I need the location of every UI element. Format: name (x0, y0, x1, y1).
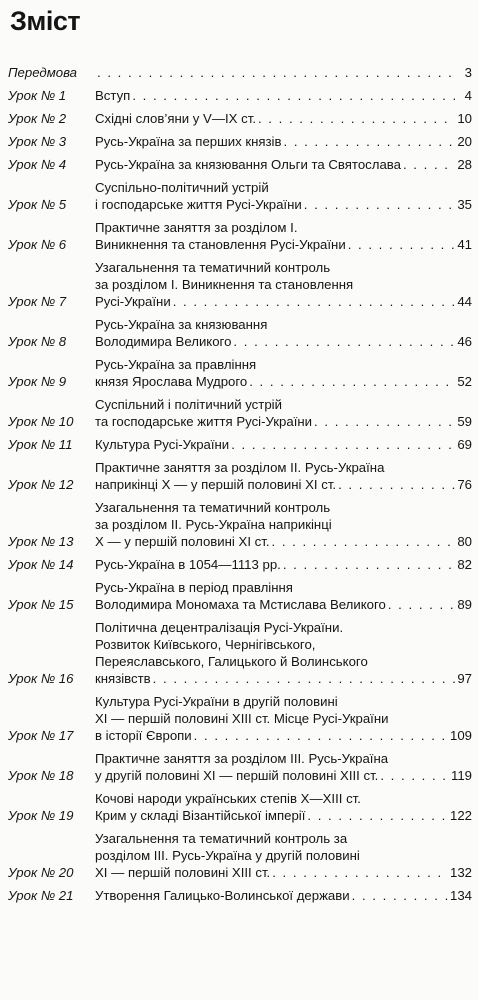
lesson-title-line: князя Ярослава Мудрого (95, 374, 248, 389)
page-number: 69 (457, 437, 472, 452)
toc-entry[interactable] (8, 396, 478, 430)
dot-leader (352, 887, 448, 904)
lesson-title (95, 259, 478, 310)
lesson-number: Урок № 7 (8, 294, 67, 309)
lesson-number: Урок № 18 (8, 768, 74, 783)
lesson-title (95, 356, 478, 390)
lesson-title-line: Суспільно-політичний устрій (95, 180, 269, 195)
dot-leader (283, 556, 455, 573)
page-number: 4 (464, 88, 472, 103)
lesson-title-line: Русь-Україна за перших князів (95, 134, 282, 149)
lesson-title-line: в історії Європи (95, 728, 192, 743)
page-number: 134 (449, 888, 472, 903)
page-number: 119 (450, 768, 472, 783)
dot-leader (307, 807, 448, 824)
toc-entry[interactable] (8, 693, 478, 744)
toc-entry[interactable] (8, 499, 478, 550)
lesson-title-line: Володимира Мономаха та Мстислава Великого (95, 597, 386, 612)
dot-leader (194, 727, 448, 744)
dot-leader (233, 333, 455, 350)
lesson-title-line: Культура Русі-України в другій половині (95, 694, 338, 709)
lesson-number: Урок № 15 (8, 597, 74, 612)
lesson-title-line: Переяславського, Галицького й Волинського (95, 654, 368, 669)
lesson-title-line: Культура Русі-України (95, 437, 230, 452)
page-number: 3 (464, 65, 472, 80)
lesson-title-line: Русь-Україна в 1054—1113 рр. (95, 557, 281, 572)
lesson-title-line: Практичне заняття за розділом І. (95, 220, 298, 235)
lesson-title-line: Русь-Україна за князювання Ольги та Святослава (95, 157, 401, 172)
lesson-title (95, 156, 478, 173)
dot-leader (258, 110, 455, 127)
toc-entry[interactable] (8, 830, 478, 881)
lesson-title-line: Східні слов’яни у V—IX ст. (95, 111, 256, 126)
page-number: 59 (457, 414, 472, 429)
lesson-title-line: Узагальнення та тематичний контроль за (95, 831, 348, 846)
lesson-title (95, 316, 478, 350)
lesson-title (95, 619, 478, 687)
toc-entry[interactable] (8, 87, 478, 104)
lesson-number: Урок № 3 (8, 134, 67, 149)
lesson-title-line: Кочові народи українських степів Х—ХІІІ ст. (95, 791, 361, 806)
lesson-title-line: розділом ІІІ. Русь-Україна у другій половині (95, 848, 360, 863)
toc-entry[interactable] (8, 133, 478, 150)
dot-leader (314, 413, 455, 430)
lesson-title (95, 750, 478, 784)
lesson-number: Урок № 12 (8, 477, 74, 492)
toc-entry[interactable] (8, 259, 478, 310)
dot-leader (304, 196, 456, 213)
toc-entry[interactable] (8, 619, 478, 687)
lesson-title-line: Політична децентралізація Русі-України. (95, 620, 344, 635)
lesson-number: Урок № 16 (8, 671, 74, 686)
lesson-title-line: Х — у першій половині ХІ ст. (95, 534, 270, 549)
lesson-title-line: Виникнення та становлення Русі-України (95, 237, 346, 252)
dot-leader (338, 476, 455, 493)
lesson-title (95, 179, 478, 213)
toc-entry[interactable] (8, 579, 478, 613)
page-number: 76 (457, 477, 472, 492)
lesson-number: Урок № 21 (8, 888, 74, 903)
page-number: 132 (449, 865, 472, 880)
lesson-number: Передмова (8, 65, 78, 80)
page-number: 52 (457, 374, 472, 389)
lesson-number: Урок № 19 (8, 808, 74, 823)
dot-leader (231, 436, 455, 453)
lesson-title (95, 499, 478, 550)
dot-leader (272, 533, 456, 550)
page-number: 97 (457, 671, 472, 686)
lesson-number: Урок № 4 (8, 157, 67, 172)
toc-entry[interactable] (8, 750, 478, 784)
lesson-title-line: князівств (95, 671, 151, 686)
lesson-title-line: Русь-Україна за князювання (95, 317, 268, 332)
dot-leader (380, 767, 449, 784)
toc-entry[interactable] (8, 887, 478, 904)
page-number: 46 (457, 334, 472, 349)
lesson-title-line: Русь-Україна в період правління (95, 580, 293, 595)
lesson-title (95, 693, 478, 744)
toc-entry[interactable] (8, 556, 478, 573)
dot-leader (173, 293, 456, 310)
lesson-number: Урок № 10 (8, 414, 74, 429)
lesson-title (95, 396, 478, 430)
dot-leader (97, 64, 456, 81)
lesson-title (95, 64, 478, 81)
lesson-title-line: Розвиток Київського, Чернігівського, (95, 637, 316, 652)
toc-entry[interactable] (8, 64, 478, 81)
lesson-number: Урок № 9 (8, 374, 67, 389)
lesson-title (95, 830, 478, 881)
lesson-title (95, 133, 478, 150)
lesson-title-line: ХІ — першій половині ХІІІ ст. Місце Русі-України (95, 711, 389, 726)
toc-entry[interactable] (8, 179, 478, 213)
toc-entry[interactable] (8, 356, 478, 390)
lesson-title (95, 110, 478, 127)
toc-entry[interactable] (8, 790, 478, 824)
page-number: 41 (457, 237, 472, 252)
page-title: Зміст (10, 6, 81, 36)
lesson-title-line: та господарське життя Русі-України (95, 414, 313, 429)
lesson-number: Урок № 17 (8, 728, 74, 743)
dot-leader (153, 670, 456, 687)
page-number: 20 (457, 134, 472, 149)
dot-leader (284, 133, 456, 150)
lesson-title-line: Суспільний і політичний устрій (95, 397, 282, 412)
dot-leader (403, 156, 455, 173)
lesson-title (95, 887, 478, 904)
lesson-title-line: Вступ (95, 88, 131, 103)
lesson-title-line: Володимира Великого (95, 334, 232, 349)
dot-leader (132, 87, 456, 104)
dot-leader (388, 596, 455, 613)
lesson-title-line: Узагальнення та тематичний контроль (95, 260, 331, 275)
page-number: 10 (457, 111, 472, 126)
page-number: 109 (449, 728, 472, 743)
toc-entry[interactable] (8, 436, 478, 453)
lesson-title-line: у другій половині ХІ — першій половині ХІІІ ст. (95, 768, 379, 783)
toc-entry[interactable] (8, 110, 478, 127)
toc-entry[interactable] (8, 156, 478, 173)
lesson-number: Урок № 14 (8, 557, 74, 572)
page-number: 122 (449, 808, 472, 823)
lesson-number: Урок № 5 (8, 197, 67, 212)
lesson-number: Урок № 1 (8, 88, 67, 103)
dot-leader (348, 236, 456, 253)
lesson-title (95, 556, 478, 573)
lesson-number: Урок № 2 (8, 111, 67, 126)
lesson-title-line: Утворення Галицько-Волинської держави (95, 888, 350, 903)
lesson-title-line: Русі-України (95, 294, 171, 309)
lesson-number: Урок № 13 (8, 534, 74, 549)
page-number: 82 (457, 557, 472, 572)
toc-entry[interactable] (8, 459, 478, 493)
lesson-title-line: Практичне заняття за розділом ІІ. Русь-Україна (95, 460, 385, 475)
dot-leader (249, 373, 455, 390)
page-number: 89 (457, 597, 472, 612)
lesson-title (95, 87, 478, 104)
lesson-title-line: Практичне заняття за розділом ІІІ. Русь-Україна (95, 751, 389, 766)
lesson-title-line: Узагальнення та тематичний контроль (95, 500, 331, 515)
dot-leader (272, 864, 448, 881)
lesson-title-line: за розділом І. Виникнення та становлення (95, 277, 354, 292)
table-of-contents (8, 64, 478, 910)
lesson-title-line: Русь-Україна за правління (95, 357, 257, 372)
lesson-title (95, 790, 478, 824)
lesson-number: Урок № 20 (8, 865, 74, 880)
lesson-number: Урок № 11 (8, 437, 73, 452)
lesson-title (95, 579, 478, 613)
lesson-title (95, 219, 478, 253)
page-number: 80 (457, 534, 472, 549)
page-number: 35 (457, 197, 472, 212)
lesson-title-line: ХІ — першій половині ХІІІ ст. (95, 865, 271, 880)
toc-entry[interactable] (8, 219, 478, 253)
page-number: 44 (457, 294, 472, 309)
lesson-title (95, 459, 478, 493)
toc-entry[interactable] (8, 316, 478, 350)
lesson-number: Урок № 8 (8, 334, 67, 349)
lesson-title-line: і господарське життя Русі-України (95, 197, 302, 212)
lesson-title-line: наприкінці Х — у першій половині ХІ ст. (95, 477, 337, 492)
lesson-title-line: Крим у складі Візантійської імперії (95, 808, 306, 823)
lesson-number: Урок № 6 (8, 237, 67, 252)
page-number: 28 (457, 157, 472, 172)
lesson-title-line: за розділом ІІ. Русь-Україна наприкінці (95, 517, 332, 532)
lesson-title (95, 436, 478, 453)
